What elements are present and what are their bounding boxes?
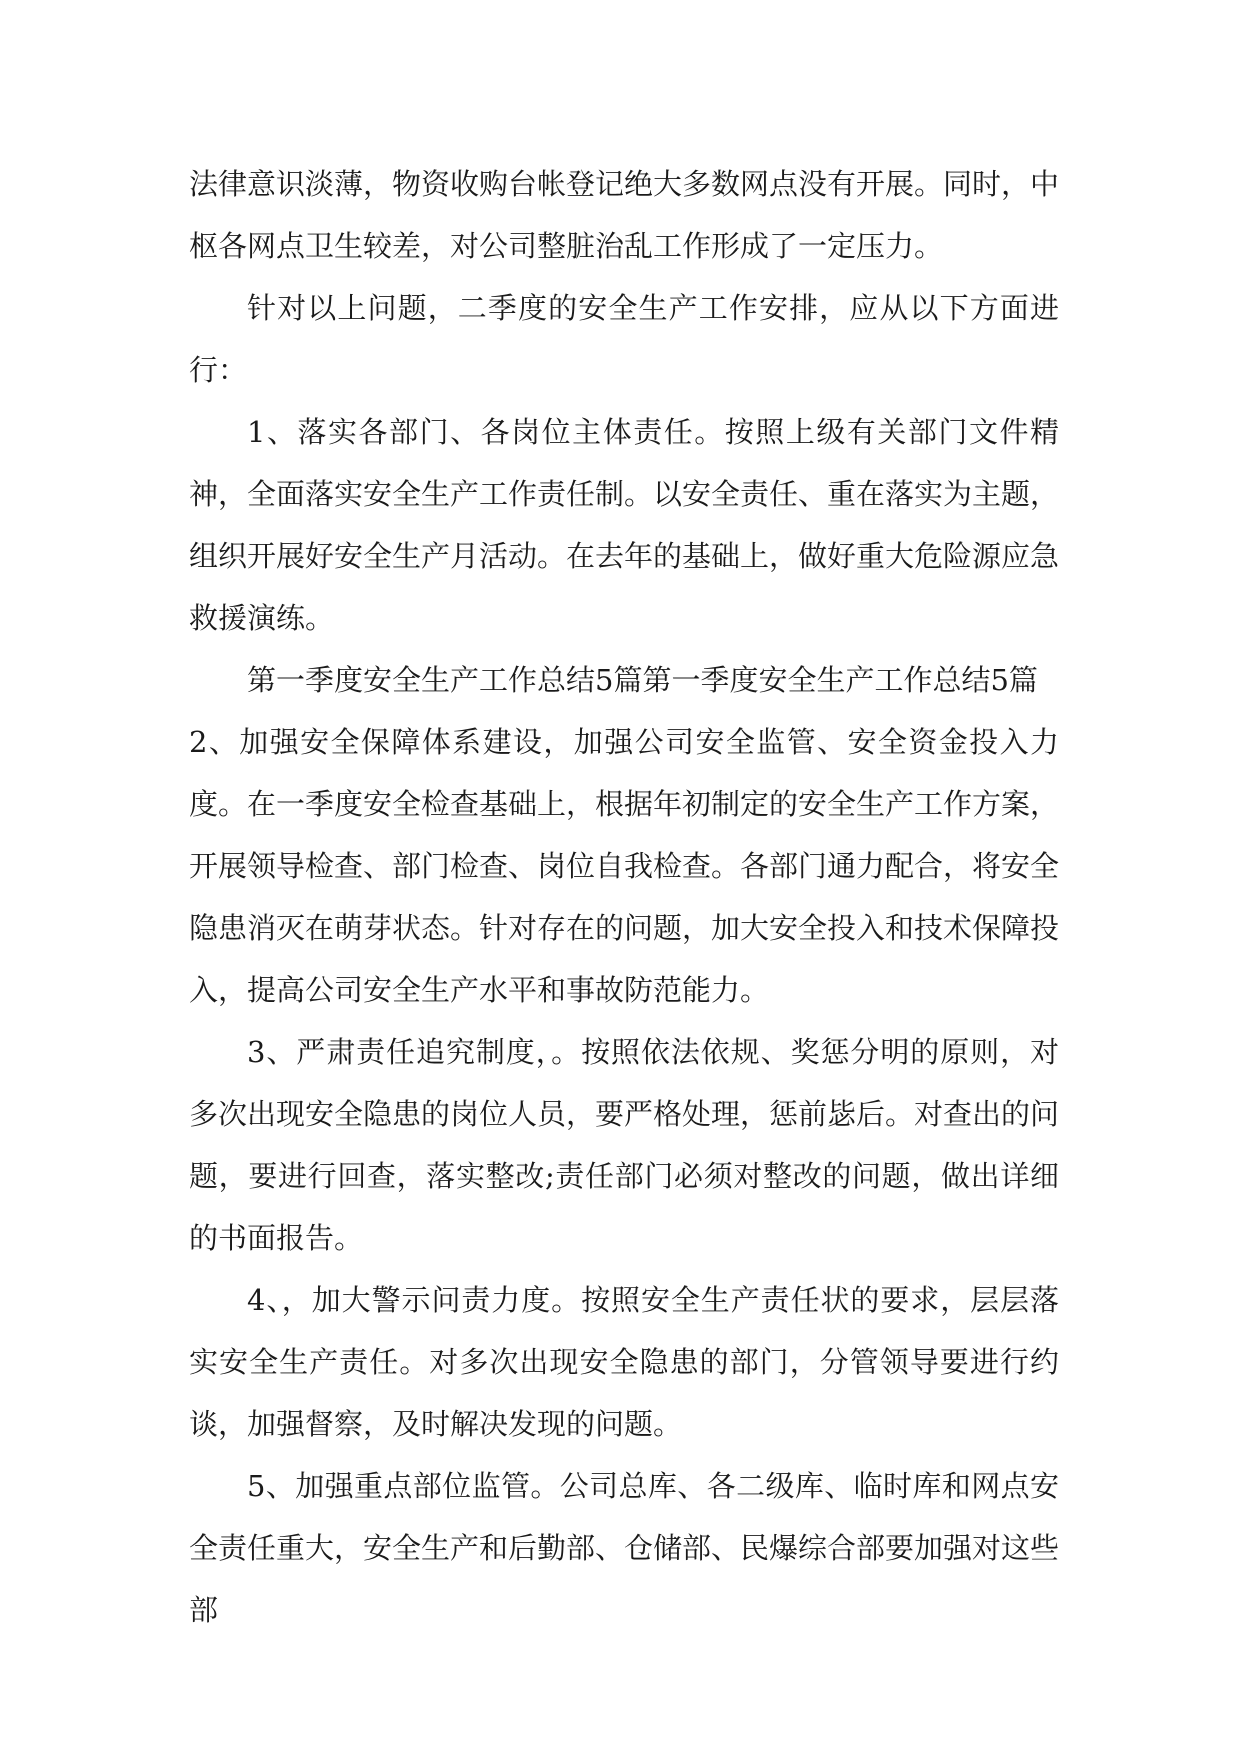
paragraph-item-4: 4、，加大警示问责力度。按照安全生产责任状的要求，层层落实安全生产责任。对多次出现安全隐患的部门，分管领导要进行约谈，加强督察，及时解决发现的问题。 bbox=[189, 1283, 1059, 1441]
document-body bbox=[189, 153, 1059, 1641]
paragraph-item-3: 3、严肃责任追究制度，。按照依法依规、奖惩分明的原则，对多次出现安全隐患的岗位人员，要严格处理，惩前毖后。对查出的问题，要进行回查，落实整改;责任部门必须对整改的问题，做出详细的书面报告。 bbox=[189, 1035, 1060, 1255]
paragraph-item-5: 5、加强重点部位监管。公司总库、各二级库、临时库和网点安全责任重大，安全生产和后勤部、仓储部、民爆综合部要加强对这些部 bbox=[189, 1469, 1060, 1627]
paragraph-item-2: 2、加强安全保障体系建设，加强公司安全监管、安全资金投入力度。在一季度安全检查基础上，根据年初制定的安全生产工作方案，开展领导检查、部门检查、岗位自我检查。各部门通力配合，将安全隐患消灭在萌芽状态。针对存在的问题，加大安全投入和技术保障投入，提高公司安全生产水平和事故防范能力。 bbox=[189, 725, 1060, 1007]
paragraph-item-1: 1、落实各部门、各岗位主体责任。按照上级有关部门文件精神，全面落实安全生产工作责任制。以安全责任、重在落实为主题，组织开展好安全生产月活动。在去年的基础上，做好重大危险源应急救援演练。 bbox=[189, 415, 1060, 635]
paragraph-intro: 针对以上问题，二季度的安全生产工作安排，应从以下方面进行： bbox=[189, 291, 1059, 387]
paragraph-repeated-title: 第一季度安全生产工作总结5篇第一季度安全生产工作总结5篇 bbox=[247, 663, 1038, 697]
paragraph-continuation: 法律意识淡薄，物资收购台帐登记绝大多数网点没有开展。同时，中枢各网点卫生较差，对公司整脏治乱工作形成了一定压力。 bbox=[189, 167, 1060, 263]
